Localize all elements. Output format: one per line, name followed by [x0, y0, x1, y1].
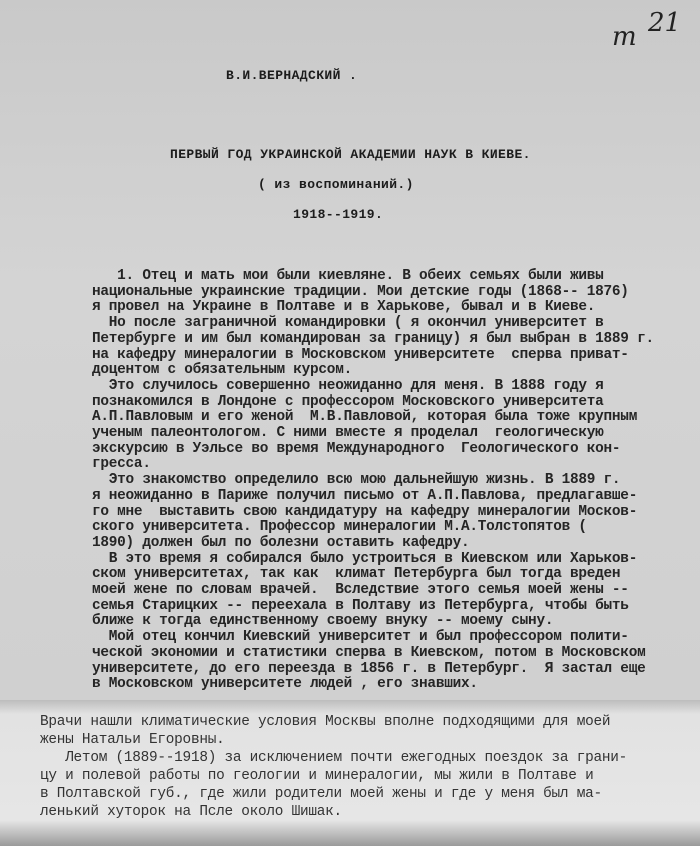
text-line: семья Старицких -- переехала в Полтаву из Петербурга, чтобы быть: [92, 597, 629, 614]
strip-text-line: в Полтавской губ., где жили родители моей жены и где у меня был ма-: [40, 786, 602, 802]
text-line: Петербурге и им был командирован за границу) я был выбран в 1889 г.: [92, 330, 654, 347]
text-line: я неожиданно в Париже получил письмо от А.П.Павлова, предлагавше-: [92, 487, 638, 504]
text-line: моей жене по словам врачей. Вследствие этого семья моей жены --: [92, 582, 629, 598]
text-line: В это время я собирался было устроиться в Киевском или Харьков-: [92, 550, 638, 567]
text-line: ближе к тогда единственному своему внуку -- моему сыну.: [92, 613, 554, 630]
text-line: в Московском университете людей , его знавших.: [92, 676, 478, 693]
text-line: я провел на Украине в Полтаве и в Харькове, бывал и в Киеве.: [92, 299, 596, 316]
strip-text-line: Летом (1889--1918) за исключением почти ежегодных поездок за грани-: [40, 750, 628, 766]
text-line: доцентом с обязательным курсом.: [92, 362, 352, 379]
text-line: университете, до его переезда в 1856 г. в Петербург. Я застал еще: [92, 660, 646, 677]
strip-text-line: жены Натальи Егоровны.: [40, 732, 225, 748]
strip-text-line: Врачи нашли климатические условия Москвы вполне подходящими для моей: [40, 714, 611, 730]
text-line: ческой экономии и статистики сперва в Киевском, потом в Московском: [92, 644, 646, 661]
document-subtitle: ( из воспоминаний.): [258, 177, 414, 192]
text-line: ученым палеонтологом. С ними вместе я проделал геологическую: [92, 425, 604, 441]
text-line: экскурсию в Уэльсе во время Международного Геологического кон-: [92, 440, 621, 457]
text-line: Это случилось совершенно неожиданно для меня. В 1888 году я: [92, 377, 604, 394]
document-years: 1918--1919.: [293, 207, 384, 222]
text-line: национальные украинские традиции. Мои детские годы (1868-- 1876): [92, 283, 629, 300]
text-line: гресса.: [92, 456, 151, 473]
text-line: го мне выставить свою кандидатуру на кафедру минералогии Москов-: [92, 503, 638, 520]
text-line: А.П.Павловым и его женой М.В.Павловой, которая была тоже крупным: [92, 409, 638, 426]
corner-mark: т: [612, 22, 637, 52]
text-line: Мой отец кончил Киевский университет и был профессором полити-: [92, 629, 629, 646]
text-line: познакомился в Лондоне с профессором Московского университета: [92, 393, 604, 410]
strip-text-line: цу и полевой работы по геологии и минералогии, мы жили в Полтаве и: [40, 768, 594, 784]
text-line: ского университета. Профессор минералогии М.А.Толстопятов (: [92, 519, 587, 536]
page-number: 21: [648, 8, 682, 38]
strip-text-line: ленький хуторок на Псле около Шишак.: [40, 804, 342, 820]
text-line: Это знакомство определило всю мою дальнейшую жизнь. В 1889 г.: [92, 472, 621, 489]
text-line: Но после заграничной командировки ( я окончил университет в: [92, 315, 604, 332]
text-line: на кафедру минералогии в Московском университете сперва приват-: [92, 346, 629, 363]
text-line: 1890) должен был по болезни оставить кафедру.: [92, 534, 470, 551]
text-line: 1. Отец и мать мои были киевляне. В обеих семьях были живы: [92, 268, 604, 284]
text-line: ском университетах, так как климат Петербурга был тогда вреден: [92, 566, 621, 583]
document-title: ПЕРВЫЙ ГОД УКРАИНСКОЙ АКАДЕМИИ НАУК В КИЕВЕ.: [170, 147, 531, 162]
author-heading: В.И.ВЕРНАДСКИЙ .: [226, 68, 358, 83]
